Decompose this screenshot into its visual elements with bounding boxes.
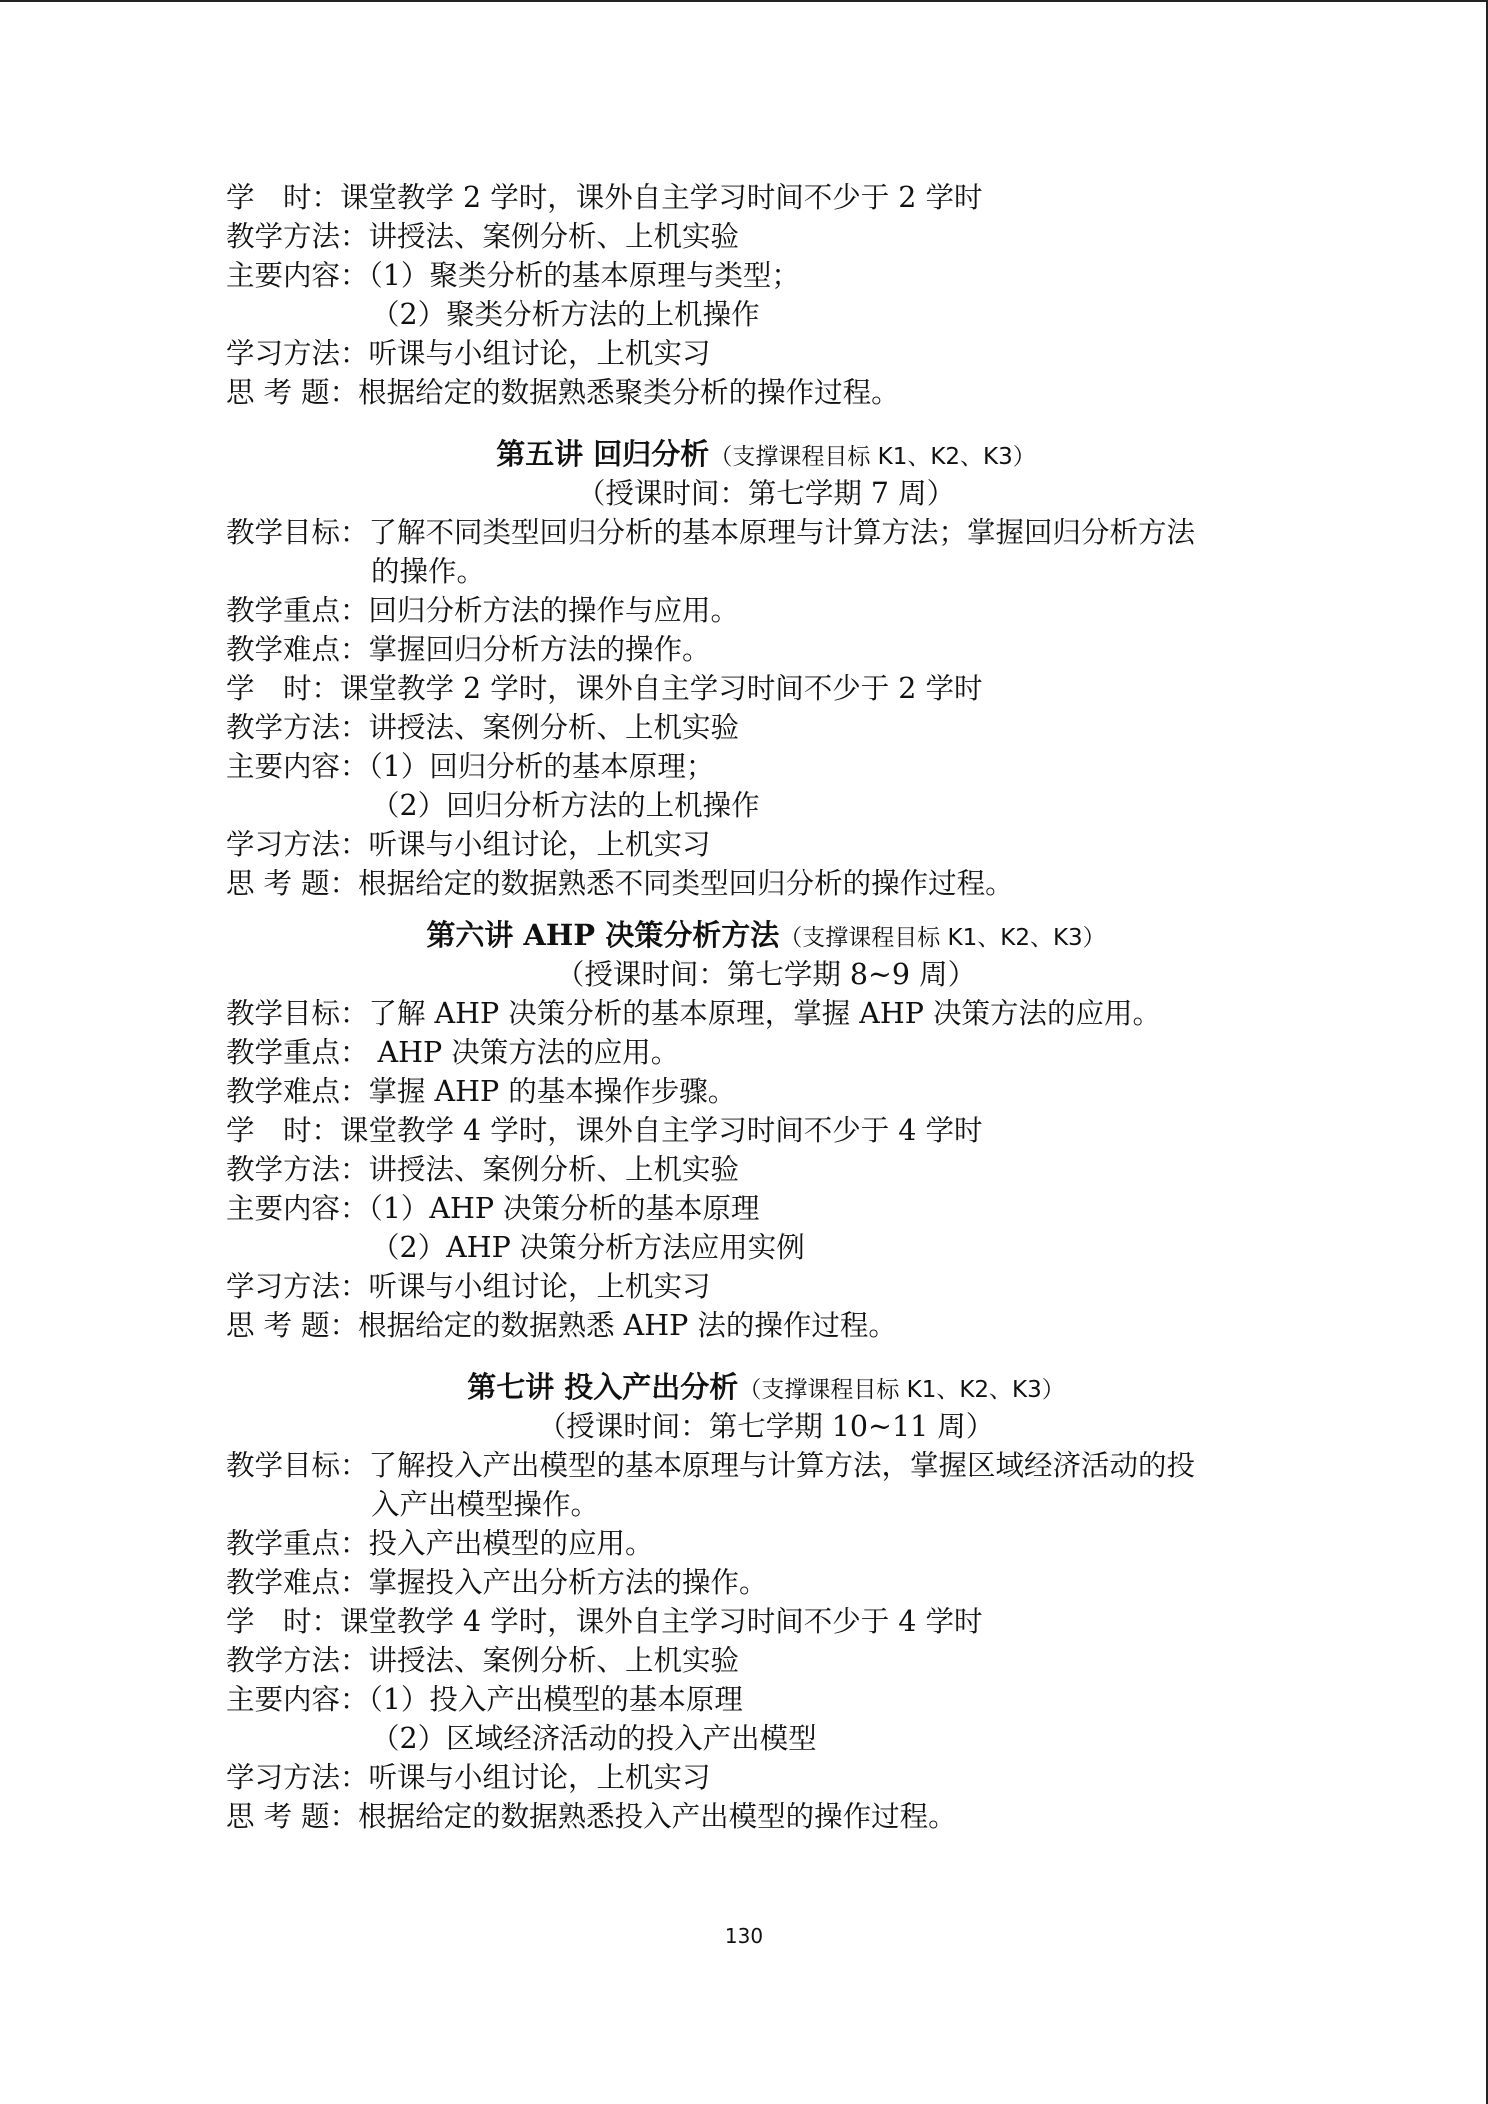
lecture7-hours: 学 时：课堂教学 4 学时，课外自主学习时间不少于 4 学时 <box>226 1605 983 1638</box>
lecture5-time: （授课时间：第七学期 7 周） <box>576 477 956 510</box>
lecture6-main-content-2: （2）AHP 决策分析方法应用实例 <box>371 1231 805 1264</box>
lecture5-question: 思 考 题：根据给定的数据熟悉不同类型回归分析的操作过程。 <box>226 867 1014 900</box>
lecture6-section <box>226 915 1306 1345</box>
lecture6-teaching-method: 教学方法：讲授法、案例分析、上机实验 <box>226 1153 740 1186</box>
intro-teaching-method: 教学方法：讲授法、案例分析、上机实验 <box>226 220 740 253</box>
document-page <box>226 178 1306 1836</box>
lecture6-note: （支撑课程目标 K1、K2、K3） <box>779 925 1106 951</box>
page-number: 130 <box>724 1924 764 1948</box>
lecture7-difficulty: 教学难点：掌握投入产出分析方法的操作。 <box>226 1566 768 1599</box>
intro-main-content-2: （2）聚类分析方法的上机操作 <box>371 298 760 331</box>
lecture6-heading <box>226 915 1306 955</box>
lecture5-main-content-2: （2）回归分析方法的上机操作 <box>371 789 760 822</box>
lecture5-teaching-method: 教学方法：讲授法、案例分析、上机实验 <box>226 711 740 744</box>
lecture5-learning-method: 学习方法：听课与小组讨论，上机实习 <box>226 828 711 861</box>
intro-hours: 学 时：课堂教学 2 学时，课外自主学习时间不少于 2 学时 <box>226 181 983 214</box>
intro-section <box>226 178 1306 412</box>
lecture6-main-content-1: 主要内容：（1）AHP 决策分析的基本原理 <box>226 1192 760 1225</box>
lecture6-key-point: 教学重点： AHP 决策方法的应用。 <box>226 1036 680 1069</box>
intro-learning-method: 学习方法：听课与小组讨论，上机实习 <box>226 337 711 370</box>
lecture5-goal-cont: 的操作。 <box>371 555 486 588</box>
lecture6-goal: 教学目标：了解 AHP 决策分析的基本原理，掌握 AHP 决策方法的应用。 <box>226 997 1161 1030</box>
lecture5-title: 第五讲 回归分析 <box>496 437 710 471</box>
lecture6-hours: 学 时：课堂教学 4 学时，课外自主学习时间不少于 4 学时 <box>226 1114 983 1147</box>
lecture6-question: 思 考 题：根据给定的数据熟悉 AHP 法的操作过程。 <box>226 1309 897 1342</box>
lecture7-time: （授课时间：第七学期 10~11 周） <box>537 1410 995 1443</box>
lecture7-note: （支撑课程目标 K1、K2、K3） <box>738 1377 1065 1403</box>
lecture7-question: 思 考 题：根据给定的数据熟悉投入产出模型的操作过程。 <box>226 1800 957 1833</box>
lecture6-difficulty: 教学难点：掌握 AHP 的基本操作步骤。 <box>226 1075 737 1108</box>
lecture5-section <box>226 434 1306 903</box>
lecture7-title: 第七讲 投入产出分析 <box>467 1370 739 1404</box>
page-frame-top <box>0 0 1488 2</box>
lecture5-key-point: 教学重点：回归分析方法的操作与应用。 <box>226 594 740 627</box>
lecture5-main-content-1: 主要内容：（1）回归分析的基本原理； <box>226 750 715 783</box>
lecture5-note: （支撑课程目标 K1、K2、K3） <box>709 444 1036 470</box>
lecture5-heading <box>226 434 1306 474</box>
lecture7-section <box>226 1367 1306 1836</box>
lecture6-learning-method: 学习方法：听课与小组讨论，上机实习 <box>226 1270 711 1303</box>
lecture7-key-point: 教学重点：投入产出模型的应用。 <box>226 1527 654 1560</box>
lecture6-time: （授课时间：第七学期 8~9 周） <box>555 958 977 991</box>
intro-main-content-1: 主要内容：（1）聚类分析的基本原理与类型； <box>226 259 800 292</box>
lecture7-learning-method: 学习方法：听课与小组讨论，上机实习 <box>226 1761 711 1794</box>
intro-question: 思 考 题：根据给定的数据熟悉聚类分析的操作过程。 <box>226 376 900 409</box>
lecture7-heading <box>226 1367 1306 1407</box>
lecture7-goal: 教学目标：了解投入产出模型的基本原理与计算方法，掌握区域经济活动的投 <box>226 1449 1196 1482</box>
lecture7-main-content-1: 主要内容：（1）投入产出模型的基本原理 <box>226 1683 743 1716</box>
lecture7-teaching-method: 教学方法：讲授法、案例分析、上机实验 <box>226 1644 740 1677</box>
lecture7-goal-cont: 入产出模型操作。 <box>371 1488 600 1521</box>
lecture5-hours: 学 时：课堂教学 2 学时，课外自主学习时间不少于 2 学时 <box>226 672 983 705</box>
lecture6-title: 第六讲 AHP 决策分析方法 <box>426 918 780 952</box>
lecture5-difficulty: 教学难点：掌握回归分析方法的操作。 <box>226 633 711 666</box>
lecture5-goal: 教学目标：了解不同类型回归分析的基本原理与计算方法；掌握回归分析方法 <box>226 516 1196 549</box>
lecture7-main-content-2: （2）区域经济活动的投入产出模型 <box>371 1722 817 1755</box>
